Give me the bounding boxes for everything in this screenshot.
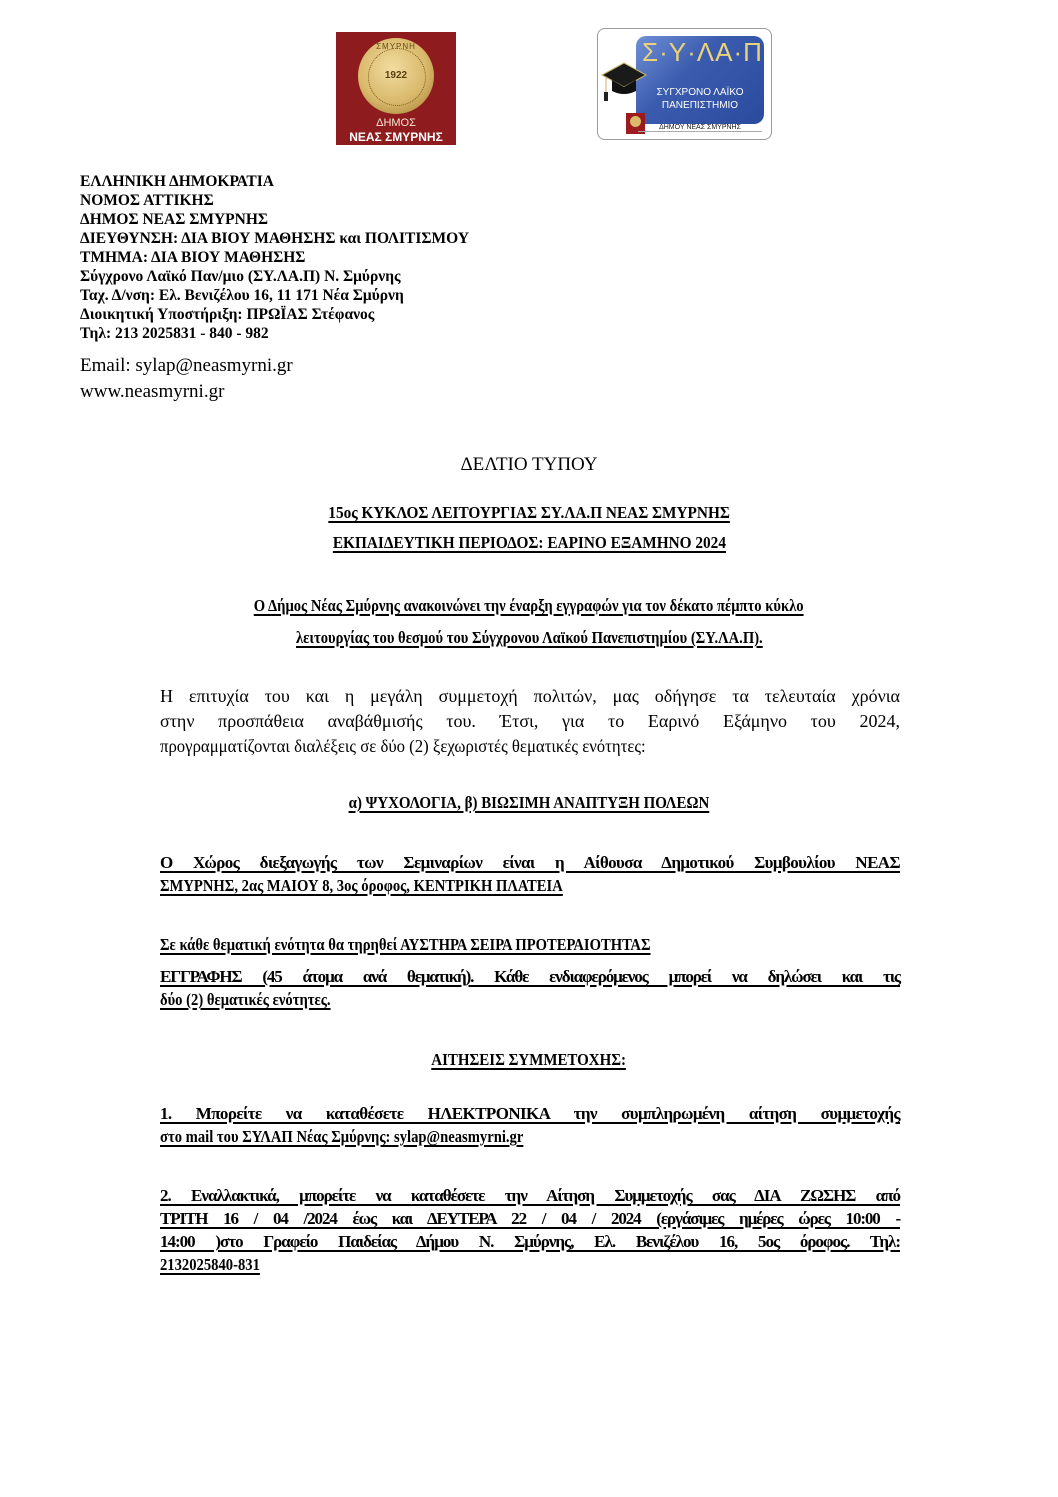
header-line: Τηλ: 213 2025831 - 840 - 982 — [80, 325, 269, 342]
municipality-logo — [336, 32, 456, 145]
header-line: ΝΟΜΟΣ ΑΤΤΙΚΗΣ — [80, 192, 214, 209]
venue-line: ΣΜΥΡΝΗΣ, 2ας ΜΑΙΟΥ 8, 3ος όροφος, ΚΕΝΤΡΙΚΗ ΠΛΑΤΕΙΑ — [160, 876, 563, 895]
document-title: ΔΕΛΤΙΟ ΤΥΠΟΥ — [460, 454, 598, 475]
intro-line: προγραμματίζονται διαλέξεις σε δύο (2) ξεχωριστές θεματικές ενότητες: — [160, 736, 646, 756]
announcement-line: λειτουργίας του θεσμού του Σύγχρονου Λαϊκού Πανεπιστημίου (ΣΥ.ΛΑ.Π). — [295, 628, 763, 647]
priority-line: δύο (2) θεματικές ενότητες. — [160, 990, 331, 1009]
option2-line: 2132025840-831 — [160, 1255, 260, 1274]
sylap-brand: Σ·Υ·ΛΑ·Π — [642, 37, 763, 67]
subtitle-cycle: 15ος ΚΥΚΛΟΣ ΛΕΙΤΟΥΡΓΙΑΣ ΣΥ.ΛΑ.Π ΝΕΑΣ ΣΜΥΡΝΗΣ — [328, 503, 730, 522]
sylap-line-2: ΠΑΝΕΠΙΣΤΗΜΙΟ — [661, 100, 739, 111]
applications-heading: ΑΙΤΗΣΕΙΣ ΣΥΜΜΕΤΟΧΗΣ: — [431, 1050, 627, 1069]
logo-line-1: ΔΗΜΟΣ — [376, 117, 416, 129]
option2-line: 14:00 )στο Γραφείο Παιδείας Δήμου Ν. Σμύρνης, Ελ. Βενιζέλου 16, 5ος όροφος. Τηλ: — [160, 1232, 900, 1251]
header-line: Σύγχρονο Λαϊκό Παν/μιο (ΣΥ.ΛΑ.Π) Ν. Σμύρνης — [80, 268, 401, 285]
sylap-line-1: ΣΥΓΧΡΟΝΟ ΛΑΪΚΟ — [656, 87, 744, 98]
logo-line-2: ΝΕΑΣ ΣΜΥΡΝΗΣ — [349, 130, 443, 144]
header-line: ΔΗΜΟΣ ΝΕΑΣ ΣΜΥΡΝΗΣ — [80, 211, 269, 228]
header-line: Διοικητική Υποστήριξη: ΠΡΩΪΑΣ Στέφανος — [80, 306, 375, 323]
intro-line: Η επιτυχία του και η μεγάλη συμμετοχή πολιτών, μας οδήγησε τα τελευταία χρόνια — [160, 686, 900, 706]
priority-line: ΕΓΓΡΑΦΗΣ (45 άτομα ανά θεματική). Κάθε ενδιαφερόμενος μπορεί να δηλώσει και τις — [160, 967, 900, 986]
announcement-line: Ο Δήμος Νέας Σμύρνης ανακοινώνει την έναρξη εγγραφών για τον δέκατο πέμπτο κύκλο — [254, 596, 804, 615]
header-line: Ταχ. Δ/νση: Ελ. Βενιζέλου 16, 11 171 Νέα Σμύρνη — [80, 287, 404, 304]
sylap-logo — [597, 28, 772, 140]
seal-year: 1922 — [384, 70, 408, 81]
subtitle-period: ΕΚΠΑΙΔΕΥΤΙΚΗ ΠΕΡΙΟΔΟΣ: ΕΑΡΙΝΟ ΕΞΑΜΗΝΟ 2024 — [332, 533, 726, 552]
header-email: Email: sylap@neasmyrni.gr — [80, 355, 293, 376]
option1-line: στο mail του ΣΥΛΑΠ Νέας Σμύρνης: sylap@neasmyrni.gr — [160, 1127, 524, 1146]
seal-text: ΣΜΥΡΝΗ — [376, 42, 416, 51]
seal-emblem-icon — [358, 38, 434, 114]
option2-line: ΤΡΙΤΗ 16 / 04 /2024 έως και ΔΕΥΤΕΡΑ 22 / 04 / 2024 (εργάσιμες ημέρες ώρες 10:00 - — [160, 1209, 900, 1228]
option1-line: 1. Μπορείτε να καταθέσετε ΗΛΕΚΤΡΟΝΙΚΑ την συμπληρωμένη αίτηση συμμετοχής — [160, 1104, 900, 1123]
header-line: ΔΙΕΥΘΥΝΣΗ: ΔΙΑ ΒΙΟΥ ΜΑΘΗΣΗΣ και ΠΟΛΙΤΙΣΜΟΥ — [80, 230, 470, 247]
sylap-line-3: ΔΗΜΟΥ ΝΕΑΣ ΣΜΥΡΝΗΣ — [638, 124, 762, 132]
option2-line: 2. Εναλλακτικά, μπορείτε να καταθέσετε την Αίτηση Συμμετοχής σας ΔΙΑ ΖΩΣΗΣ από — [160, 1186, 900, 1205]
header-website: www.neasmyrni.gr — [80, 381, 225, 402]
intro-line: στην προσπάθεια αναβάθμισής του. Έτσι, για το Εαρινό Εξάμηνο του 2024, — [160, 711, 900, 731]
priority-line: Σε κάθε θεματική ενότητα θα τηρηθεί ΑΥΣΤΗΡΑ ΣΕΙΡΑ ΠΡΟΤΕΡΑΙΟΤΗΤΑΣ — [160, 935, 651, 954]
topics-line: α) ΨΥΧΟΛΟΓΙΑ, β) ΒΙΩΣΙΜΗ ΑΝΑΠΤΥΞΗ ΠΟΛΕΩΝ — [348, 793, 710, 812]
header-line: ΤΜΗΜΑ: ΔΙΑ ΒΙΟΥ ΜΑΘΗΣΗΣ — [80, 249, 306, 266]
venue-line: Ο Χώρος διεξαγωγής των Σεμιναρίων είναι η Αίθουσα Δημοτικού Συμβουλίου ΝΕΑΣ — [160, 853, 900, 872]
header-line: ΕΛΛΗΝΙΚΗ ΔΗΜΟΚΡΑΤΙΑ — [80, 173, 274, 190]
